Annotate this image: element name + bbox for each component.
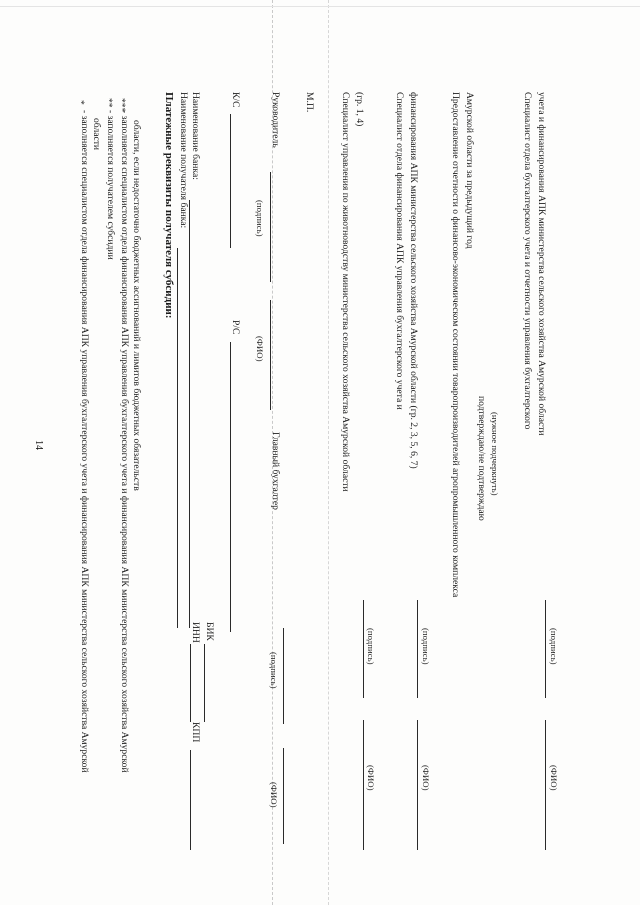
livestock-specialist-text: (гр. 1, 4): [354, 92, 365, 127]
bank-recipient-field: [177, 248, 178, 628]
head-label: Руководитель: [270, 92, 281, 148]
inn-field: [190, 644, 191, 722]
stamp-label: М.П.: [304, 92, 315, 113]
inn-label: ИНН: [190, 622, 201, 643]
rs-field: [230, 342, 231, 632]
signature-hint: (подпись): [255, 200, 265, 237]
finance-specialist-text: Специалист отдела финансирования АПК управления бухгалтерского учета и: [394, 92, 405, 410]
kpp-label: КПП: [190, 722, 201, 743]
footnote-text: - заполняется получателем субсидии: [105, 110, 116, 260]
fio-hint: (ФИО): [421, 765, 431, 791]
chief-accountant-label: Главный бухгалтер: [270, 432, 281, 510]
rs-label: Р/С: [230, 320, 241, 335]
fio-hint: (ФИО): [269, 782, 279, 808]
signature-hint: (подпись): [549, 628, 559, 665]
ks-label: К/С: [230, 92, 241, 108]
payment-heading: Платежные реквизиты получателя субсидии:: [163, 92, 175, 319]
footnote-mark: *: [75, 100, 86, 105]
signature-hint: (подпись): [269, 652, 279, 689]
kpp-field: [190, 750, 191, 850]
finance-fio-line: [417, 720, 418, 850]
ks-field: [230, 114, 231, 248]
accounting-fio-line: [545, 720, 546, 850]
fio-hint: (ФИО): [366, 765, 376, 791]
head-fio-line: [270, 300, 271, 410]
footnote-mark: ***: [116, 98, 127, 113]
footnote-text: области, если недостаточно бюджетных ассигнований и лимитов бюджетных обязательств: [131, 120, 142, 491]
head-signature-line: [270, 172, 271, 282]
livestock-signature-line: [363, 600, 364, 698]
accountant-signature-line: [283, 628, 284, 724]
reporting-hint: (нужное подчеркнуть): [490, 412, 500, 496]
bank-name-field: [189, 200, 190, 628]
bank-recipient-label: Наименование получателя банка:: [178, 92, 189, 229]
signature-hint: (подпись): [366, 628, 376, 665]
bik-label: БИК: [204, 622, 215, 641]
reporting-text: Предоставление отчетности о финансово-экономическом состоянии товаропроизводителей агропромышленного комплекса: [450, 92, 461, 598]
livestock-specialist-text: Специалист управления по животноводству министерства сельского хозяйства Амурской области: [340, 92, 351, 492]
fio-hint: (ФИО): [255, 336, 265, 362]
page-number: 14: [33, 440, 44, 450]
bank-name-label: Наименование банка:: [190, 92, 201, 180]
livestock-fio-line: [363, 720, 364, 850]
footnote-text: - заполняется специалистом отдела финансирования АПК управления бухгалтерского учета и финансирования АПК министерства сельского хозяйства Амурской: [119, 110, 130, 773]
reporting-choice: подтверждаю/не подтверждаю: [476, 396, 487, 521]
accountant-fio-line: [283, 748, 284, 844]
finance-specialist-text: финансирования АПК министерства сельского хозяйства Амурской области (гр. 2, 3, 5, 6, 7): [408, 92, 419, 469]
footnote-text: - заполняется специалистом отдела финансирования АПК управления бухгалтерского учета и финансирования АПК министерства сельского хозяйства Амурской: [79, 110, 90, 773]
accounting-specialist-text: Специалист отдела бухгалтерского учета и отчетности управления бухгалтерского: [522, 92, 533, 430]
bik-field: [204, 644, 205, 722]
fio-hint: (ФИО): [549, 765, 559, 791]
finance-signature-line: [417, 600, 418, 698]
accounting-signature-line: [545, 600, 546, 698]
footnote-text: области: [91, 118, 102, 151]
accounting-specialist-text: учета и финансирования АПК министерства сельского хозяйства Амурской области: [536, 92, 547, 436]
signature-hint: (подпись): [421, 628, 431, 665]
footnote-mark: **: [103, 98, 114, 108]
reporting-text: Амурской области за предыдущий год: [464, 92, 475, 249]
